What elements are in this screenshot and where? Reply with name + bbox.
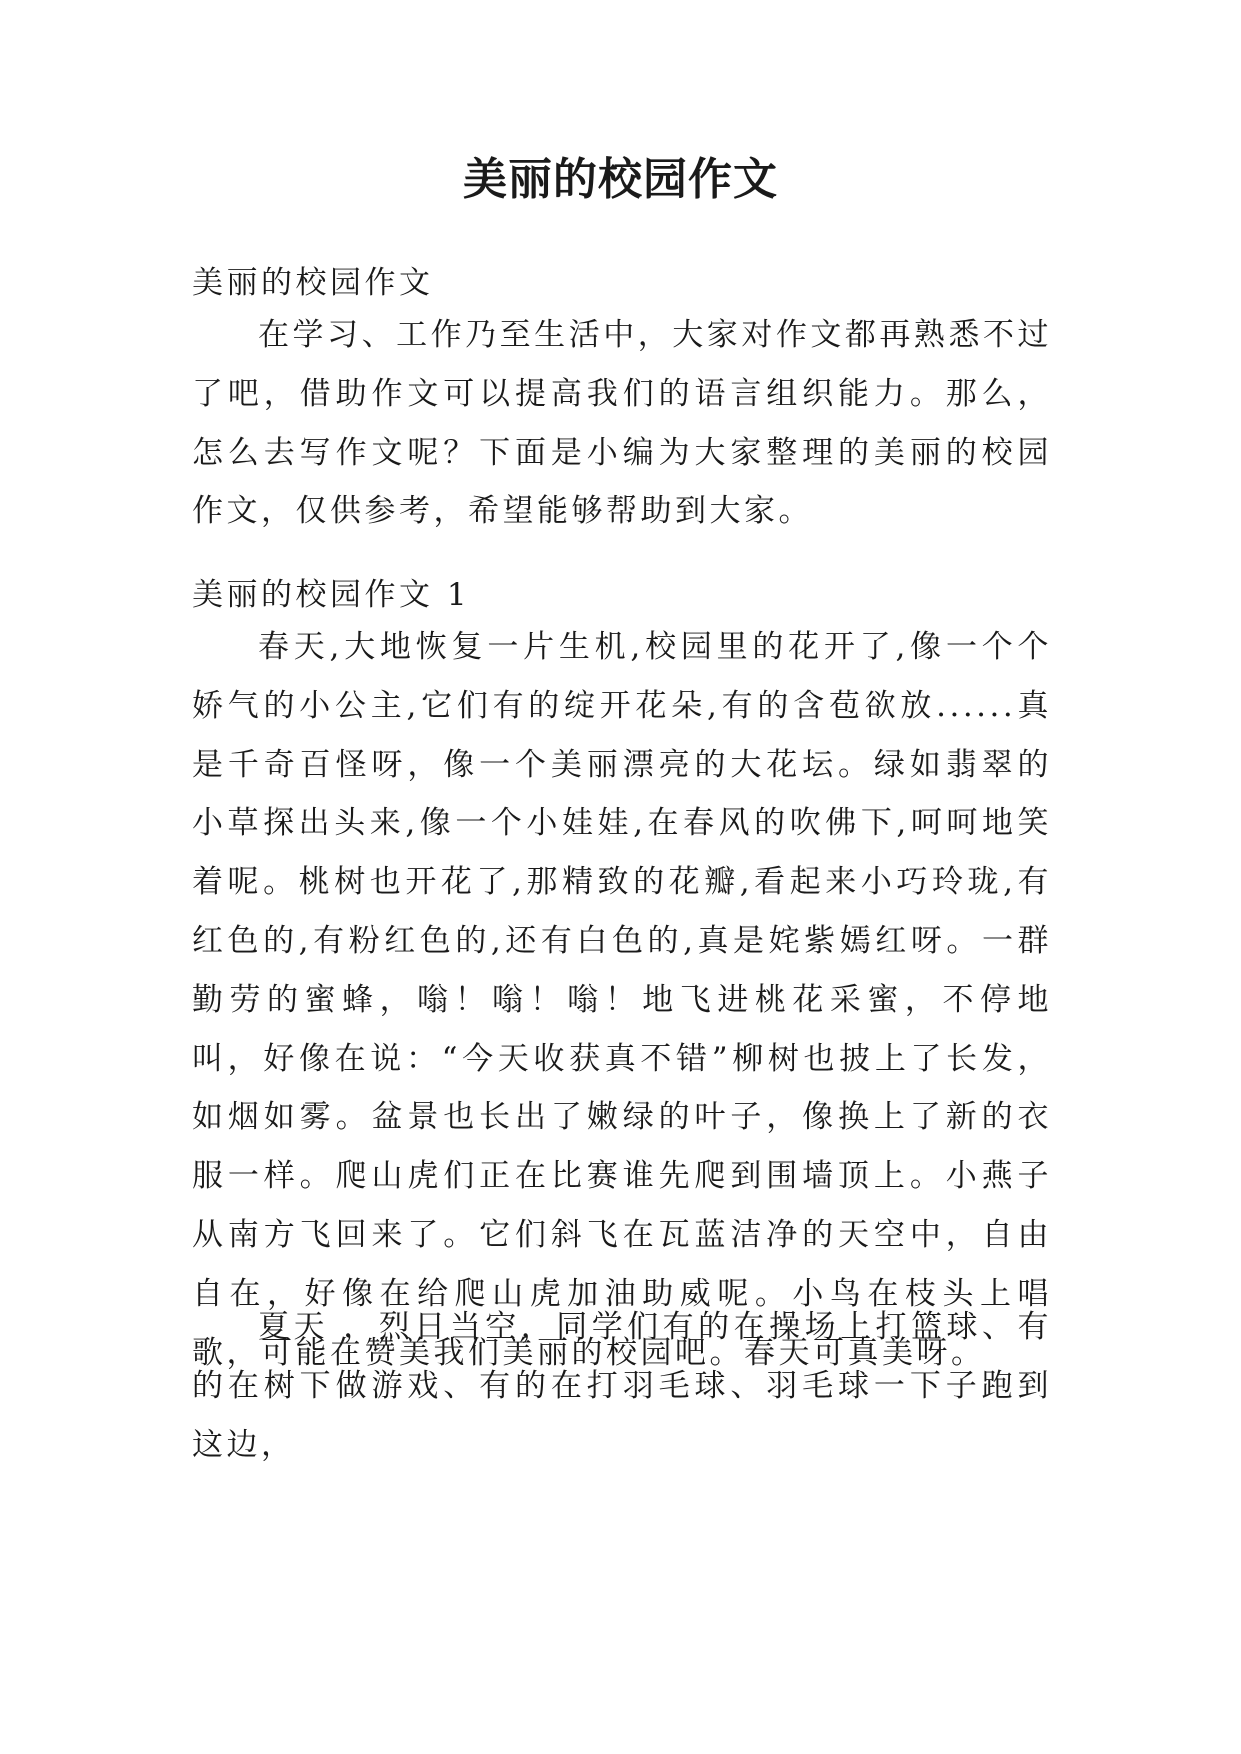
paragraph-summer: 夏天 ，烈日当空，同学们有的在操场上打篮球、有的在树下做游戏、有的在打羽毛球、羽毛球一下子跑到这边， xyxy=(192,1309,1052,1463)
document-title: 美丽的校园作文 xyxy=(463,154,778,205)
intro-paragraph: 在学习、工作乃至生活中，大家对作文都再熟悉不过了吧，借助作文可以提高我们的语言组织能力。那么，怎么去写作文呢？下面是小编为大家整理的美丽的校园作文，仅供参考，希望能够帮助到大家。 xyxy=(192,317,1052,530)
intro-heading: 美丽的校园作文 xyxy=(192,265,434,301)
paragraph-spring: 春天,大地恢复一片生机,校园里的花开了,像一个个娇气的小公主,它们有的绽开花朵,有的含苞欲放......真是千奇百怪呀，像一个美丽漂亮的大花坛。绿如翡翠的小草探出头来,像一个小娃娃,在春风的吹佛下,呵呵地笑着呢。桃树也开花了,那精致的花瓣,看起来小巧玲珑,有红色的,有粉红色的,还有白色的,真是姹紫嫣红呀。一群勤劳的蜜蜂，嗡！嗡！嗡！地飞进桃花采蜜，不停地叫，好像在说：“今天收获真不错”柳树也披上了长发，如烟如雾。盆景也长出了嫩绿的叶子，像换上了新的衣服一样。爬山虎们正在比赛谁先爬到围墙顶上。小燕子从南方飞回来了。它们斜飞在瓦蓝洁净的天空中，自由自在，好像在给爬山虎加油助威呢。小鸟在枝头上唱歌，可能在赞美我们美丽的校园吧。春天可真美呀。 xyxy=(192,629,1052,1371)
section-heading: 美丽的校园作文 1 xyxy=(192,577,471,613)
